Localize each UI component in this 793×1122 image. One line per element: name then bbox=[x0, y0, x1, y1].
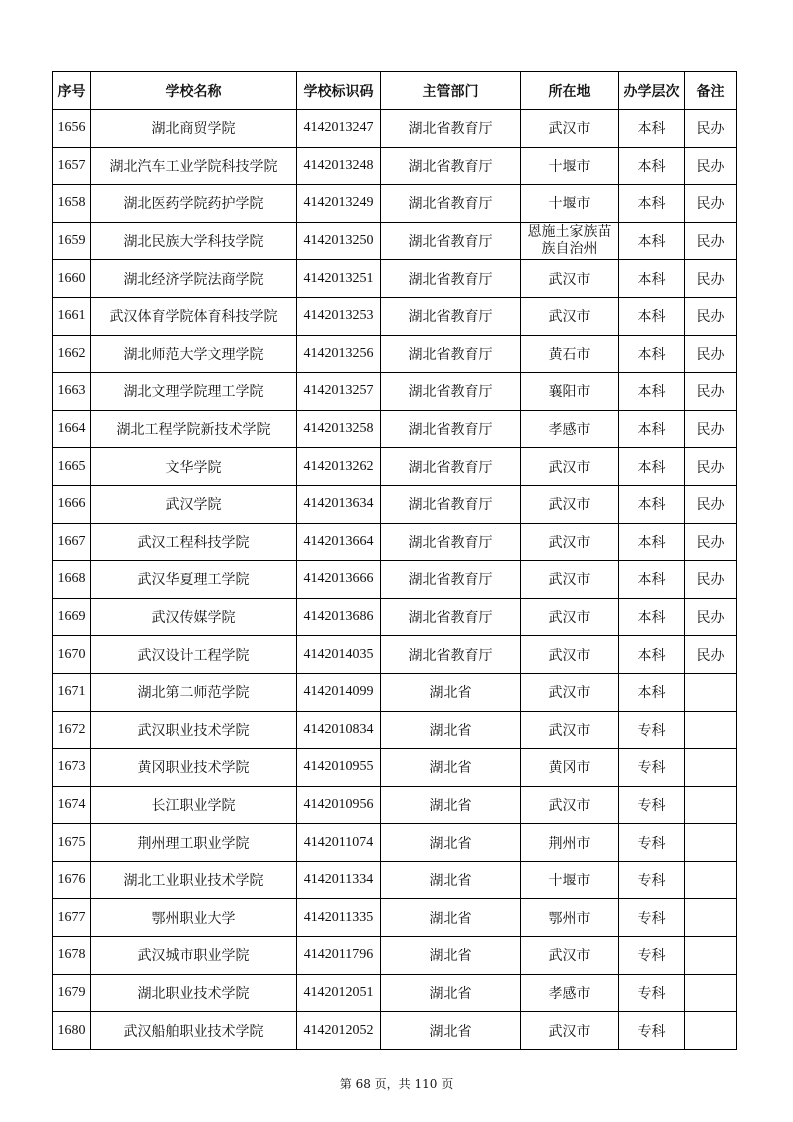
cell-note: 民办 bbox=[685, 485, 737, 523]
cell-school-code: 4142013262 bbox=[297, 448, 381, 486]
cell-serial: 1672 bbox=[53, 711, 91, 749]
cell-serial: 1677 bbox=[53, 899, 91, 937]
cell-level: 专科 bbox=[619, 711, 685, 749]
cell-location: 十堰市 bbox=[521, 861, 619, 899]
cell-school-code: 4142014035 bbox=[297, 636, 381, 674]
table-row bbox=[53, 974, 737, 1012]
header-department: 主管部门 bbox=[381, 72, 521, 110]
cell-location: 武汉市 bbox=[521, 598, 619, 636]
cell-school-code: 4142013258 bbox=[297, 410, 381, 448]
cell-level: 本科 bbox=[619, 260, 685, 298]
table-row bbox=[53, 937, 737, 975]
cell-note bbox=[685, 786, 737, 824]
cell-school-name: 武汉传媒学院 bbox=[91, 598, 297, 636]
table-row bbox=[53, 861, 737, 899]
table-row bbox=[53, 448, 737, 486]
table-body bbox=[53, 110, 737, 1050]
cell-location: 黄石市 bbox=[521, 335, 619, 373]
table-row bbox=[53, 786, 737, 824]
cell-note: 民办 bbox=[685, 297, 737, 335]
page-footer: 第 68 页，共 110 页 bbox=[339, 1077, 454, 1091]
cell-level: 本科 bbox=[619, 485, 685, 523]
cell-location: 武汉市 bbox=[521, 1012, 619, 1050]
cell-level: 本科 bbox=[619, 448, 685, 486]
cell-school-name: 武汉船舶职业技术学院 bbox=[91, 1012, 297, 1050]
cell-note: 民办 bbox=[685, 222, 737, 260]
cell-department: 湖北省教育厅 bbox=[381, 523, 521, 561]
cell-school-code: 4142013251 bbox=[297, 260, 381, 298]
cell-school-name: 长江职业学院 bbox=[91, 786, 297, 824]
cell-location: 武汉市 bbox=[521, 786, 619, 824]
cell-location: 武汉市 bbox=[521, 673, 619, 711]
cell-school-code: 4142013248 bbox=[297, 147, 381, 185]
cell-school-code: 4142013247 bbox=[297, 110, 381, 148]
cell-school-code: 4142013634 bbox=[297, 485, 381, 523]
cell-school-name: 文华学院 bbox=[91, 448, 297, 486]
cell-school-name: 湖北汽车工业学院科技学院 bbox=[91, 147, 297, 185]
cell-level: 本科 bbox=[619, 147, 685, 185]
cell-school-name: 湖北商贸学院 bbox=[91, 110, 297, 148]
cell-level: 专科 bbox=[619, 1012, 685, 1050]
cell-department: 湖北省教育厅 bbox=[381, 636, 521, 674]
cell-department: 湖北省教育厅 bbox=[381, 598, 521, 636]
cell-note: 民办 bbox=[685, 110, 737, 148]
table-row bbox=[53, 297, 737, 335]
cell-level: 专科 bbox=[619, 861, 685, 899]
cell-note bbox=[685, 711, 737, 749]
cell-serial: 1667 bbox=[53, 523, 91, 561]
cell-level: 本科 bbox=[619, 561, 685, 599]
table-row bbox=[53, 373, 737, 411]
cell-department: 湖北省 bbox=[381, 824, 521, 862]
cell-level: 本科 bbox=[619, 110, 685, 148]
cell-serial: 1660 bbox=[53, 260, 91, 298]
cell-school-name: 湖北经济学院法商学院 bbox=[91, 260, 297, 298]
cell-department: 湖北省教育厅 bbox=[381, 297, 521, 335]
cell-school-name: 湖北第二师范学院 bbox=[91, 673, 297, 711]
table-row bbox=[53, 673, 737, 711]
cell-school-code: 4142012051 bbox=[297, 974, 381, 1012]
cell-note bbox=[685, 974, 737, 1012]
cell-location: 十堰市 bbox=[521, 185, 619, 223]
cell-level: 专科 bbox=[619, 974, 685, 1012]
cell-school-name: 湖北师范大学文理学院 bbox=[91, 335, 297, 373]
cell-location: 武汉市 bbox=[521, 260, 619, 298]
cell-level: 本科 bbox=[619, 297, 685, 335]
schools-table bbox=[52, 71, 737, 1050]
cell-department: 湖北省教育厅 bbox=[381, 110, 521, 148]
cell-level: 专科 bbox=[619, 899, 685, 937]
cell-department: 湖北省教育厅 bbox=[381, 373, 521, 411]
cell-serial: 1676 bbox=[53, 861, 91, 899]
cell-department: 湖北省 bbox=[381, 1012, 521, 1050]
cell-school-code: 4142013666 bbox=[297, 561, 381, 599]
cell-school-name: 湖北民族大学科技学院 bbox=[91, 222, 297, 260]
header-level: 办学层次 bbox=[619, 72, 685, 110]
cell-school-code: 4142013257 bbox=[297, 373, 381, 411]
cell-note bbox=[685, 749, 737, 787]
cell-department: 湖北省 bbox=[381, 673, 521, 711]
table-row bbox=[53, 561, 737, 599]
cell-location: 孝感市 bbox=[521, 410, 619, 448]
cell-school-code: 4142010955 bbox=[297, 749, 381, 787]
cell-level: 本科 bbox=[619, 598, 685, 636]
cell-school-code: 4142010834 bbox=[297, 711, 381, 749]
cell-note: 民办 bbox=[685, 147, 737, 185]
cell-school-code: 4142013664 bbox=[297, 523, 381, 561]
cell-school-code: 4142013253 bbox=[297, 297, 381, 335]
cell-serial: 1675 bbox=[53, 824, 91, 862]
table-row bbox=[53, 824, 737, 862]
cell-note: 民办 bbox=[685, 373, 737, 411]
cell-level: 本科 bbox=[619, 410, 685, 448]
header-serial: 序号 bbox=[53, 72, 91, 110]
cell-school-name: 湖北工业职业技术学院 bbox=[91, 861, 297, 899]
cell-level: 专科 bbox=[619, 824, 685, 862]
cell-school-name: 武汉学院 bbox=[91, 485, 297, 523]
cell-department: 湖北省教育厅 bbox=[381, 485, 521, 523]
cell-school-name: 黄冈职业技术学院 bbox=[91, 749, 297, 787]
cell-note: 民办 bbox=[685, 561, 737, 599]
cell-department: 湖北省教育厅 bbox=[381, 410, 521, 448]
cell-location: 武汉市 bbox=[521, 297, 619, 335]
cell-location: 荆州市 bbox=[521, 824, 619, 862]
cell-school-code: 4142011796 bbox=[297, 937, 381, 975]
cell-location: 武汉市 bbox=[521, 448, 619, 486]
cell-serial: 1669 bbox=[53, 598, 91, 636]
cell-note bbox=[685, 824, 737, 862]
cell-school-name: 鄂州职业大学 bbox=[91, 899, 297, 937]
table-row bbox=[53, 185, 737, 223]
table-row bbox=[53, 260, 737, 298]
cell-serial: 1680 bbox=[53, 1012, 91, 1050]
cell-level: 专科 bbox=[619, 749, 685, 787]
cell-serial: 1678 bbox=[53, 937, 91, 975]
table-row bbox=[53, 1012, 737, 1050]
cell-school-name: 湖北文理学院理工学院 bbox=[91, 373, 297, 411]
cell-level: 本科 bbox=[619, 335, 685, 373]
cell-level: 本科 bbox=[619, 636, 685, 674]
cell-location: 十堰市 bbox=[521, 147, 619, 185]
cell-location: 恩施土家族苗族自治州 bbox=[521, 222, 619, 260]
table-row bbox=[53, 335, 737, 373]
cell-department: 湖北省教育厅 bbox=[381, 260, 521, 298]
cell-note bbox=[685, 1012, 737, 1050]
cell-school-name: 武汉设计工程学院 bbox=[91, 636, 297, 674]
cell-note bbox=[685, 899, 737, 937]
header-school-name: 学校名称 bbox=[91, 72, 297, 110]
cell-note: 民办 bbox=[685, 260, 737, 298]
cell-department: 湖北省教育厅 bbox=[381, 185, 521, 223]
cell-level: 专科 bbox=[619, 937, 685, 975]
table-row bbox=[53, 598, 737, 636]
cell-note: 民办 bbox=[685, 636, 737, 674]
cell-serial: 1663 bbox=[53, 373, 91, 411]
cell-school-code: 4142013256 bbox=[297, 335, 381, 373]
cell-school-name: 武汉体育学院体育科技学院 bbox=[91, 297, 297, 335]
cell-school-name: 武汉职业技术学院 bbox=[91, 711, 297, 749]
table-row bbox=[53, 222, 737, 260]
cell-location: 武汉市 bbox=[521, 711, 619, 749]
cell-department: 湖北省 bbox=[381, 749, 521, 787]
cell-department: 湖北省 bbox=[381, 861, 521, 899]
cell-note: 民办 bbox=[685, 335, 737, 373]
cell-serial: 1656 bbox=[53, 110, 91, 148]
cell-location: 武汉市 bbox=[521, 561, 619, 599]
cell-department: 湖北省教育厅 bbox=[381, 561, 521, 599]
table-header-row bbox=[53, 72, 737, 110]
header-school-code: 学校标识码 bbox=[297, 72, 381, 110]
cell-level: 本科 bbox=[619, 523, 685, 561]
cell-school-name: 湖北职业技术学院 bbox=[91, 974, 297, 1012]
cell-school-name: 湖北医药学院药护学院 bbox=[91, 185, 297, 223]
cell-school-code: 4142011334 bbox=[297, 861, 381, 899]
cell-serial: 1659 bbox=[53, 222, 91, 260]
table-row bbox=[53, 410, 737, 448]
table-row bbox=[53, 485, 737, 523]
table-row bbox=[53, 523, 737, 561]
cell-serial: 1664 bbox=[53, 410, 91, 448]
cell-serial: 1671 bbox=[53, 673, 91, 711]
cell-department: 湖北省 bbox=[381, 937, 521, 975]
table-row bbox=[53, 147, 737, 185]
cell-department: 湖北省教育厅 bbox=[381, 147, 521, 185]
cell-note: 民办 bbox=[685, 598, 737, 636]
table-row bbox=[53, 636, 737, 674]
cell-serial: 1679 bbox=[53, 974, 91, 1012]
cell-school-code: 4142013249 bbox=[297, 185, 381, 223]
table-row bbox=[53, 899, 737, 937]
cell-school-code: 4142012052 bbox=[297, 1012, 381, 1050]
cell-note: 民办 bbox=[685, 523, 737, 561]
cell-location: 孝感市 bbox=[521, 974, 619, 1012]
cell-school-name: 武汉华夏理工学院 bbox=[91, 561, 297, 599]
cell-note: 民办 bbox=[685, 410, 737, 448]
cell-serial: 1662 bbox=[53, 335, 91, 373]
cell-department: 湖北省教育厅 bbox=[381, 448, 521, 486]
cell-serial: 1661 bbox=[53, 297, 91, 335]
cell-location: 武汉市 bbox=[521, 937, 619, 975]
cell-school-name: 武汉城市职业学院 bbox=[91, 937, 297, 975]
cell-level: 本科 bbox=[619, 185, 685, 223]
cell-level: 专科 bbox=[619, 786, 685, 824]
cell-location: 鄂州市 bbox=[521, 899, 619, 937]
cell-department: 湖北省教育厅 bbox=[381, 335, 521, 373]
cell-school-code: 4142011335 bbox=[297, 899, 381, 937]
table-row bbox=[53, 711, 737, 749]
header-location: 所在地 bbox=[521, 72, 619, 110]
cell-serial: 1673 bbox=[53, 749, 91, 787]
cell-note bbox=[685, 937, 737, 975]
cell-serial: 1665 bbox=[53, 448, 91, 486]
cell-location: 襄阳市 bbox=[521, 373, 619, 411]
cell-note: 民办 bbox=[685, 448, 737, 486]
cell-note: 民办 bbox=[685, 185, 737, 223]
cell-school-name: 荆州理工职业学院 bbox=[91, 824, 297, 862]
cell-school-code: 4142013686 bbox=[297, 598, 381, 636]
cell-location: 武汉市 bbox=[521, 110, 619, 148]
cell-department: 湖北省 bbox=[381, 974, 521, 1012]
cell-department: 湖北省教育厅 bbox=[381, 222, 521, 260]
cell-serial: 1670 bbox=[53, 636, 91, 674]
cell-school-name: 武汉工程科技学院 bbox=[91, 523, 297, 561]
cell-school-code: 4142013250 bbox=[297, 222, 381, 260]
cell-school-name: 湖北工程学院新技术学院 bbox=[91, 410, 297, 448]
header-note: 备注 bbox=[685, 72, 737, 110]
cell-note bbox=[685, 673, 737, 711]
cell-level: 本科 bbox=[619, 373, 685, 411]
cell-serial: 1666 bbox=[53, 485, 91, 523]
cell-location: 武汉市 bbox=[521, 636, 619, 674]
cell-serial: 1668 bbox=[53, 561, 91, 599]
cell-serial: 1674 bbox=[53, 786, 91, 824]
cell-note bbox=[685, 861, 737, 899]
cell-school-code: 4142011074 bbox=[297, 824, 381, 862]
cell-department: 湖北省 bbox=[381, 711, 521, 749]
cell-location: 黄冈市 bbox=[521, 749, 619, 787]
cell-serial: 1657 bbox=[53, 147, 91, 185]
cell-location: 武汉市 bbox=[521, 485, 619, 523]
cell-department: 湖北省 bbox=[381, 786, 521, 824]
cell-level: 本科 bbox=[619, 673, 685, 711]
cell-level: 本科 bbox=[619, 222, 685, 260]
cell-serial: 1658 bbox=[53, 185, 91, 223]
table-row bbox=[53, 749, 737, 787]
table-row bbox=[53, 110, 737, 148]
cell-school-code: 4142010956 bbox=[297, 786, 381, 824]
cell-location: 武汉市 bbox=[521, 523, 619, 561]
cell-department: 湖北省 bbox=[381, 899, 521, 937]
cell-school-code: 4142014099 bbox=[297, 673, 381, 711]
